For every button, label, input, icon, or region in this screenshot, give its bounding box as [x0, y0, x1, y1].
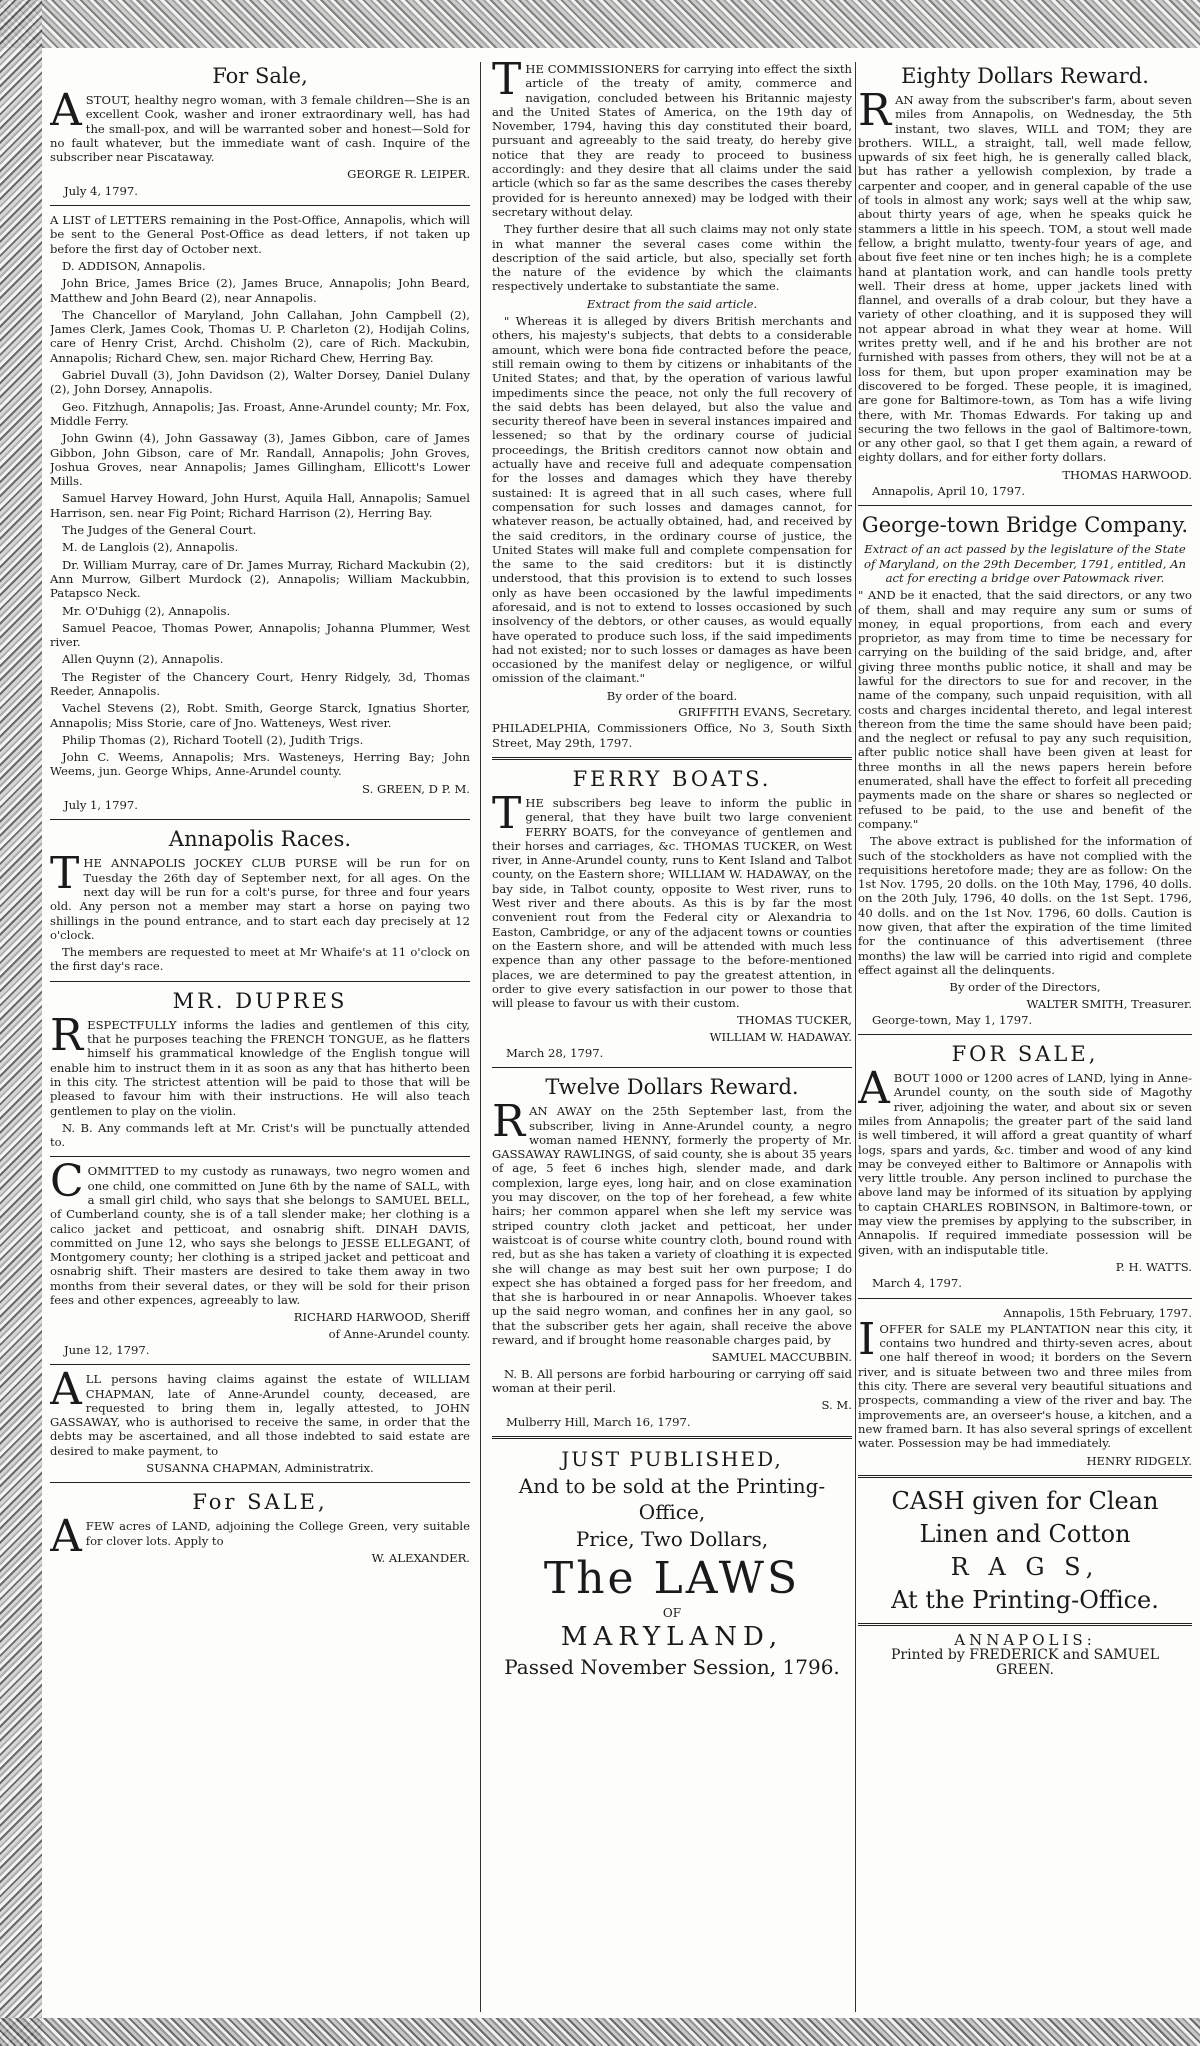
ad-signature-title: of Anne-Arundel county. — [328, 1326, 470, 1341]
ad-eighty-dollars-reward — [858, 64, 1192, 498]
ad-body: AFEW acres of LAND, adjoining the College Green, very suitable for clover lots. Apply to — [50, 1511, 470, 1563]
ad-date: March 28, 1797. — [506, 1046, 604, 1060]
ad-title: Eighty Dollars Reward. — [901, 64, 1149, 88]
ad-title: FOR SALE, — [951, 1042, 1099, 1067]
letter-entry: The Judges of the General Court. — [62, 523, 257, 538]
ad-title: Annapolis Races. — [168, 827, 352, 852]
ad-title: For SALE, — [192, 1490, 328, 1515]
ad-body: THE ANNAPOLIS JOCKEY CLUB PURSE will be run for on Tuesday the 26th day of September next, for all ages. On the next day will be run for a colt's purse, for three and four years old. Any person not a member may start a horse on paying two shillings in the pound entrance, and to start each day precisely at 12 o'clock. — [50, 848, 470, 942]
cash-line: CASH given for Clean — [891, 1486, 1159, 1515]
laws-state: MARYLAND, — [560, 1622, 784, 1653]
divider — [50, 819, 470, 820]
ad-twelve-dollars-reward — [492, 1075, 852, 1429]
cash-line: Linen and Cotton — [919, 1519, 1131, 1548]
letter-entry: D. ADDISON, Annapolis. — [62, 258, 206, 273]
imprint-printers-2: GREEN. — [996, 1662, 1054, 1679]
divider — [50, 981, 470, 982]
column-rule-2 — [855, 62, 856, 2012]
ad-title: For Sale, — [212, 64, 308, 88]
divider — [858, 1623, 1192, 1626]
ad-body: RAN AWAY on the 25th September last, from the subscriber, living in Anne-Arundel county, a negro woman named HENNY, formerly the property of Mr. GASSAWAY RAWLINGS, of said county, she is about 35 years of age, 5 feet 6 inches high, slender made, and dark complexion, large eyes, long hair, and on close examination you may discover, on the top of her forehead, a few white hairs; her common apparel when she left my service was striped country cloth jacket and petticoat, her under waistcoat is of course white country cloth, bound round with red, but as she has taken a variety of cloathing it is expected she will change as may best suit her own purpose; I do expect she has obtained a forged pass for her freedom, and that she is harboured in or near Annapolis. Whoever takes up the said negro woman, and confines her in any gaol, so that the subscriber gets her again, shall receive the above reward, and if brought home reasonable charges paid, by — [492, 1096, 852, 1348]
laws-line: And to be sold at the Printing-Office, — [518, 1473, 826, 1524]
ad-date: Mulberry Hill, March 16, 1797. — [506, 1414, 691, 1429]
ad-for-sale-magothy-land — [858, 1042, 1192, 1290]
letter-entry: Vachel Stevens (2), Robt. Smith, George Starck, Ignatius Shorter, Annapolis; Miss Storie, care of Jno. Watteneys, West river. — [50, 701, 470, 730]
ad-body: COMMITTED to my custody as runaways, two negro women and one child, one committed on June 6th by the name of SALL, with a small girl child, who says that she belongs to SAMUEL BELL, of Cumberland county, she is of a tall slender make; her clothing is a calico jacket and petticoat, and osnabrig shift. DINAH DAVIS, committed on June 12, who says she belongs to JESSE ELLEGANT, of Montgomery county; her clothing is a striped jacket and petticoat and osnabrig shift. Their masters are desired to take them away in two months from their several dates, or they will be sold for their prison fees and other expences, agreeably to law. — [50, 1156, 470, 1308]
ad-georgetown-bridge — [858, 513, 1192, 1027]
divider — [492, 1067, 852, 1068]
scan-edge-bottom — [0, 2018, 1200, 2046]
letter-entry: Gabriel Duvall (3), John Davidson (2), Walter Dorsey, Daniel Dulany (2), John Dorsey, Annapolis. — [50, 368, 470, 397]
ad-body: ALL persons having claims against the estate of WILLIAM CHAPMAN, late of Anne-Arundel county, deceased, are requested to bring them in, legally attested, to JOHN GASSAWAY, who is authorised to receive the same, in order that the debts may be ascertained, and all those indebted to said estate are desired to make payment, to — [50, 1364, 470, 1458]
ad-note: N. B. Any commands left at Mr. Crist's will be punctually attended to. — [50, 1120, 470, 1150]
letter-entry: John Brice, James Brice (2), James Bruce, Annapolis; John Beard, Matthew and John Beard (2), near Annapolis. — [50, 276, 470, 305]
ad-signature: SAMUEL MACCUBBIN. — [711, 1350, 852, 1365]
ad-signature: W. ALEXANDER. — [371, 1550, 470, 1565]
ad-mr-dupres — [50, 989, 470, 1150]
ad-signature: GRIFFITH EVANS, Secretary. — [678, 705, 852, 720]
ad-for-sale-negro-woman — [50, 64, 470, 198]
ad-ferry-boats — [492, 767, 852, 1060]
ad-letters-list — [50, 213, 470, 812]
ad-signature: THOMAS HARWOOD. — [1062, 467, 1192, 482]
ad-annapolis-races — [50, 827, 470, 973]
column-1 — [50, 62, 470, 2012]
ad-body: ASTOUT, healthy negro woman, with 3 female children—She is an excellent Cook, washer and ironer extraordinary well, has had the small-pox, and will be warranted sober and honest—Sold for no fault whatever, but the immediate want of cash. Inquire of the subscriber near Piscataway. — [50, 85, 470, 165]
scan-edge-top — [0, 0, 1200, 48]
ad-for-sale-land-college-green — [50, 1490, 470, 1565]
cash-line: At the Printing-Office. — [891, 1585, 1159, 1614]
ad-body: A LIST of LETTERS remaining in the Post-Office, Annapolis, which will be sent to the General Post-Office as dead letters, if not taken up before the first day of October next. — [50, 213, 470, 256]
ad-note: N. B. All persons are forbid harbouring or carrying off said woman at their peril. — [492, 1366, 852, 1395]
ad-body: RAN away from the subscriber's farm, about seven miles from Annapolis, on Wednesday, the 5th instant, two slaves, WILL and TOM; they are brothers. WILL, a straight, tall, well made fellow, upwards of six feet high, he is generally called black, but has rather a yellowish complexion, by trade a carpenter and cooper, and in general capable of the use of tools in almost any work; says well at the whip saw, about thirty years of age, when he speaks quick he stammers a little in his speech. TOM, a stout well made fellow, a bright mulatto, twenty-four years of age, and about five feet nine or ten inches high; he is a complete hand at plantation work, and can handle tools pretty well. Their dress at home, upper jackets lined with flannel, and overalls of a drab colour, but they have a variety of other cloathing, and it is supposed they will not appear abroad in what they wear at home. Will writes pretty well, and if he and his brother are not furnished with passes from others, they will not be at a loss for them, but upon proper examination may be discovered to be forged. These people, it is imagined, are gone for Baltimore-town, as Tom has a wife living there, with Mr. Thomas Edwards. For taking up and securing the two fellows in the gaol of Baltimore-town, or any other gaol, so that I get them again, a reward of eighty dollars, and for either forty dollars. — [858, 85, 1192, 465]
ad-initials: S. M. — [821, 1398, 852, 1413]
letter-entry: Dr. William Murray, care of Dr. James Murray, Richard Mackubin (2), Ann Murrow, Gilbert Murdock (2), Annapolis; William Mackubbin, Patapsco Neck. — [50, 557, 470, 601]
ad-signature: RICHARD HARWOOD, Sheriff — [293, 1310, 470, 1325]
ad-commissioners — [492, 62, 852, 750]
letter-entry: Samuel Harvey Howard, John Hurst, Aquila Hall, Annapolis; Samuel Harrison, sen. near Fig Point; Richard Harrison (2), Herring Bay. — [50, 491, 470, 520]
letter-entry: The Register of the Chancery Court, Henry Ridgely, 3d, Thomas Reeder, Annapolis. — [50, 669, 470, 698]
ad-date: March 4, 1797. — [872, 1276, 962, 1291]
ad-laws-of-maryland — [492, 1446, 852, 1680]
scan-edge-left — [0, 0, 42, 2046]
ad-date: July 4, 1797. — [64, 183, 138, 198]
letter-entry: John C. Weems, Annapolis; Mrs. Wasteneys, Herring Bay; John Weems, jun. George Whips, Anne-Arundel county. — [50, 750, 470, 779]
ad-signature: SUSANNA CHAPMAN, Administratrix. — [146, 1461, 374, 1476]
ad-subtitle: Extract from the said article. — [586, 296, 758, 311]
letter-entry: M. de Langlois (2), Annapolis. — [62, 540, 239, 555]
divider — [858, 1298, 1192, 1299]
ad-body: THE COMMISSIONERS for carrying into effect the sixth article of the treaty of amity, commerce and navigation, concluded between his Britannic majesty and the United States of America, on the 19th day of November, 1794, having this day constituted their board, pursuant and agreeably to the said treaty, do hereby give notice that they are ready to proceed to business accordingly: and they desire that all claims under the said article (which so far as the same describes the cases thereby provided for is hereunto annexed) may be lodged with their secretary without delay. — [492, 62, 852, 219]
ad-signature: WILLIAM W. HADAWAY. — [709, 1029, 852, 1044]
ad-body: ABOUT 1000 or 1200 acres of LAND, lying in Anne-Arundel county, on the south side of Magothy river, adjoining the water, and about six or seven miles from Annapolis; the greater part of the said land is well timbered, it will afford a great quantity of wharf logs, spars and yards, &c. timber and wood of any kind may be conveyed either to Baltimore or Annapolis with very little trouble. Any person inclined to purchase the above land may be informed of its situation by applying to captain CHARLES ROBINSON, in Baltimore-town, or may view the premises by applying to the subscriber, in Annapolis. If required immediate possession will be given, with an indisputable title. — [858, 1063, 1192, 1257]
ad-body: The members are requested to meet at Mr Whaife's at 11 o'clock on the first day's race. — [50, 945, 470, 974]
printer-imprint — [858, 1630, 1192, 1679]
letter-entry: The Chancellor of Maryland, John Callahan, John Campbell (2), James Clerk, James Cook, Thomas U. P. Charleton (2), Hodijah Colins, care of Henry Crist, Archd. Chisholm (2), care of Rich. Mackubin, Annapolis; Richard Chew, sen. major Richard Chew, Herring Bay. — [50, 307, 470, 365]
ad-signature: HENRY RIDGELY. — [1086, 1453, 1192, 1468]
ad-order: By order of the Directors, — [949, 980, 1101, 995]
ad-date: Annapolis, April 10, 1797. — [872, 484, 1026, 499]
ad-body: The above extract is published for the information of such of the stockholders as have not complied with the requisitions heretofore made; they are as follow: On the 1st Nov. 1795, 20 dolls. on the 10th May, 1796, 40 dolls. on the 20th July, 1796, 40 dolls. on the 1st Sept. 1796, 40 dolls. and on the 1st Nov. 1796, 60 dolls. Caution is now given, that after the expiration of the time limited for the continuance of this advertisement (three months) the law will be carried into rigid and complete effect against all the delinquents. — [858, 834, 1192, 977]
laws-line: Passed November Session, 1796. — [504, 1655, 840, 1680]
ad-chapman-estate — [50, 1364, 470, 1476]
letter-entry: Mr. O'Duhigg (2), Annapolis. — [62, 603, 231, 618]
imprint-printers: Printed by FREDERICK and SAMUEL — [891, 1647, 1159, 1664]
ad-body: THE subscribers beg leave to inform the public in general, that they have built two large convenient FERRY BOATS, for the conveyance of gentlemen and their horses and carriages, &c. THOMAS TUCKER, on West river, in Anne-Arundel county, runs to Kent Island and Talbot county, on the Eastern shore; WILLIAM W. HADAWAY, on the bay side, in Talbot county, opposite to West river, runs to West river and there abouts. As this is by far the most convenient rout from the Federal city or Alexandria to Easton, Cambridge, or any of the adjacent towns or counties on the Eastern shore, and will be attended with much less expence than any other passage to the before-mentioned places, we are determined to pay the greatest attention, in order to give every satisfaction in our power to those that will please to favour us with their custom. — [492, 787, 852, 1011]
divider — [858, 1475, 1192, 1478]
ad-subtitle: Extract of an act passed by the legislature of the State of Maryland, on the 29th December, 1791, entitled, An act for erecting a bridge over Patowmack river. — [864, 542, 1186, 585]
ad-place: PHILADELPHIA, Commissioners Office, No 3, South Sixth Street, May 29th, 1797. — [492, 721, 852, 750]
ad-body: RESPECTFULLY informs the ladies and gentlemen of this city, that he purposes teaching the FRENCH TONGUE, as he flatters himself his grammatical knowledge of the English tongue will enable him to instruct them in it as soon as any that has hitherto been in this city. The strictest attention will be paid to those that will be pleased to favour him with their instructions. He will also teach gentlemen to play on the violin. — [50, 1009, 470, 1118]
ad-signature: THOMAS TUCKER, — [736, 1013, 852, 1028]
divider — [858, 1034, 1192, 1035]
ad-signature: WALTER SMITH, Treasurer. — [1026, 996, 1192, 1011]
ad-title: MR. DUPRES — [172, 988, 348, 1013]
ad-plantation-for-sale — [858, 1306, 1192, 1468]
imprint-city: ANNAPOLIS: — [954, 1630, 1096, 1649]
ad-title: FERRY BOATS. — [572, 766, 772, 791]
ad-title: George-town Bridge Company. — [861, 513, 1189, 538]
cash-line: R A G S, — [950, 1552, 1100, 1581]
letter-entry: Geo. Fitzhugh, Annapolis; Jas. Froast, Anne-Arundel county; Mr. Fox, Middle Ferry. — [50, 399, 470, 428]
letter-entry: Philip Thomas (2), Richard Tootell (2), Judith Trigs. — [62, 732, 364, 747]
ad-signature: GEORGE R. LEIPER. — [347, 167, 470, 182]
letter-entry: Allen Quynn (2), Annapolis. — [62, 652, 224, 667]
divider — [50, 205, 470, 206]
divider — [50, 1156, 470, 1157]
letter-entry: John Gwinn (4), John Gassaway (3), James Gibbon, care of James Gibbon, John Gibson, care of Mr. Randall, Annapolis; John Groves, Joshua Groves, near Annapolis; James Gillingham, Ellicott's Lower Mills. — [50, 431, 470, 489]
ad-date: July 1, 1797. — [64, 798, 138, 813]
laws-line: JUST PUBLISHED, — [561, 1446, 783, 1471]
ad-dateline: Annapolis, 15th February, 1797. — [1003, 1305, 1192, 1320]
laws-line: Price, Two Dollars, — [575, 1526, 769, 1551]
ad-title: Twelve Dollars Reward. — [545, 1075, 799, 1100]
laws-line: OF — [662, 1605, 682, 1620]
letter-entry: Samuel Peacoe, Thomas Power, Annapolis; Johanna Plummer, West river. — [50, 620, 470, 650]
divider — [50, 1482, 470, 1483]
column-2 — [492, 62, 852, 2012]
ad-date: George-town, May 1, 1797. — [872, 1012, 1033, 1027]
divider — [492, 1436, 852, 1439]
ad-signature: P. H. WATTS. — [1115, 1259, 1192, 1274]
ad-signature: S. GREEN, D P. M. — [362, 781, 470, 796]
ad-quote: " AND be it enacted, that the said directors, or any two of them, shall and may require any sum or sums of money, in equal proportions, from each and every proprietor, as may from time to time be necessary for carrying on the building of the said bridge, and, after giving three months public notice, it shall and may be lawful for the directors to sue for and recover, in the name of the company, such unpaid requisition, with all costs and charges incidental thereto, and legal interest thereon from the time the same should have been paid; and the neglect or refusal to pay any such requisition, after public notice shall have been given at least for three months in all the news papers herein before enumerated, shall have the effect to forfeit all preceding payments made on the share or shares so neglected or refused to be paid, to the use and benefit of the company." — [858, 588, 1192, 831]
divider — [492, 757, 852, 760]
column-3 — [858, 62, 1192, 2012]
ad-committed-runaways — [50, 1156, 470, 1357]
divider — [858, 505, 1192, 506]
laws-title: The LAWS — [543, 1552, 801, 1604]
ad-order: By order of the board. — [606, 688, 738, 703]
ad-date: June 12, 1797. — [64, 1342, 150, 1357]
ad-cash-for-rags — [858, 1485, 1192, 1616]
ad-quote: " Whereas it is alleged by divers British merchants and others, his majesty's subjects, that debts to a considerable amount, which were bona fide contracted before the peace, still remain owing to them by citizens or inhabitants of the United States; and that, by the operation of various lawful impediments since the peace, not only the full recovery of the said debts has been delayed, but also the value and security thereof have been in several instances impaired and lessened; so that by the ordinary course of judicial proceedings, the British creditors cannot now obtain and actually have and receive full and adequate compensation for the losses and damages which they have thereby sustained: It is agreed that in all such cases, where full compensation for such losses and damages cannot, for whatever reason, be actually obtained, had, and received by the said creditors, in the ordinary course of justice, the United States will make full and complete compensation for the same to the said creditors: but it is distinctly understood, that this provision is to extend to such losses only as have been occasioned by the lawful impediments aforesaid, and is not to extend to losses occasioned by such insolvency of the debtors, or other causes, as would equally have operated to produce such loss, if the said impediments had not existed; nor to such losses or damages as have been occasioned by the manifest delay or negligence, or wilful omission of the claimant." — [492, 314, 852, 686]
divider — [50, 1364, 470, 1365]
ad-body: They further desire that all such claims may not only state in what manner the several cases come within the description of the said article, but also, specially set forth the nature of the evidence by which the claimants respectively undertake to substantiate the same. — [492, 222, 852, 294]
column-rule-1 — [480, 62, 481, 2012]
ad-body: IOFFER for SALE my PLANTATION near this city, it contains two hundred and thirty-seven acres, about one half thereof in wood; it borders on the Severn river, and is situate between two and three miles from this city. There are several very beautiful situations and prospects, commanding a view of the river and bay. The improvements are, an overseer's house, a kitchen, and a new framed barn. It has also several springs of excellent water. Possession may be had immediately. — [858, 1313, 1192, 1451]
